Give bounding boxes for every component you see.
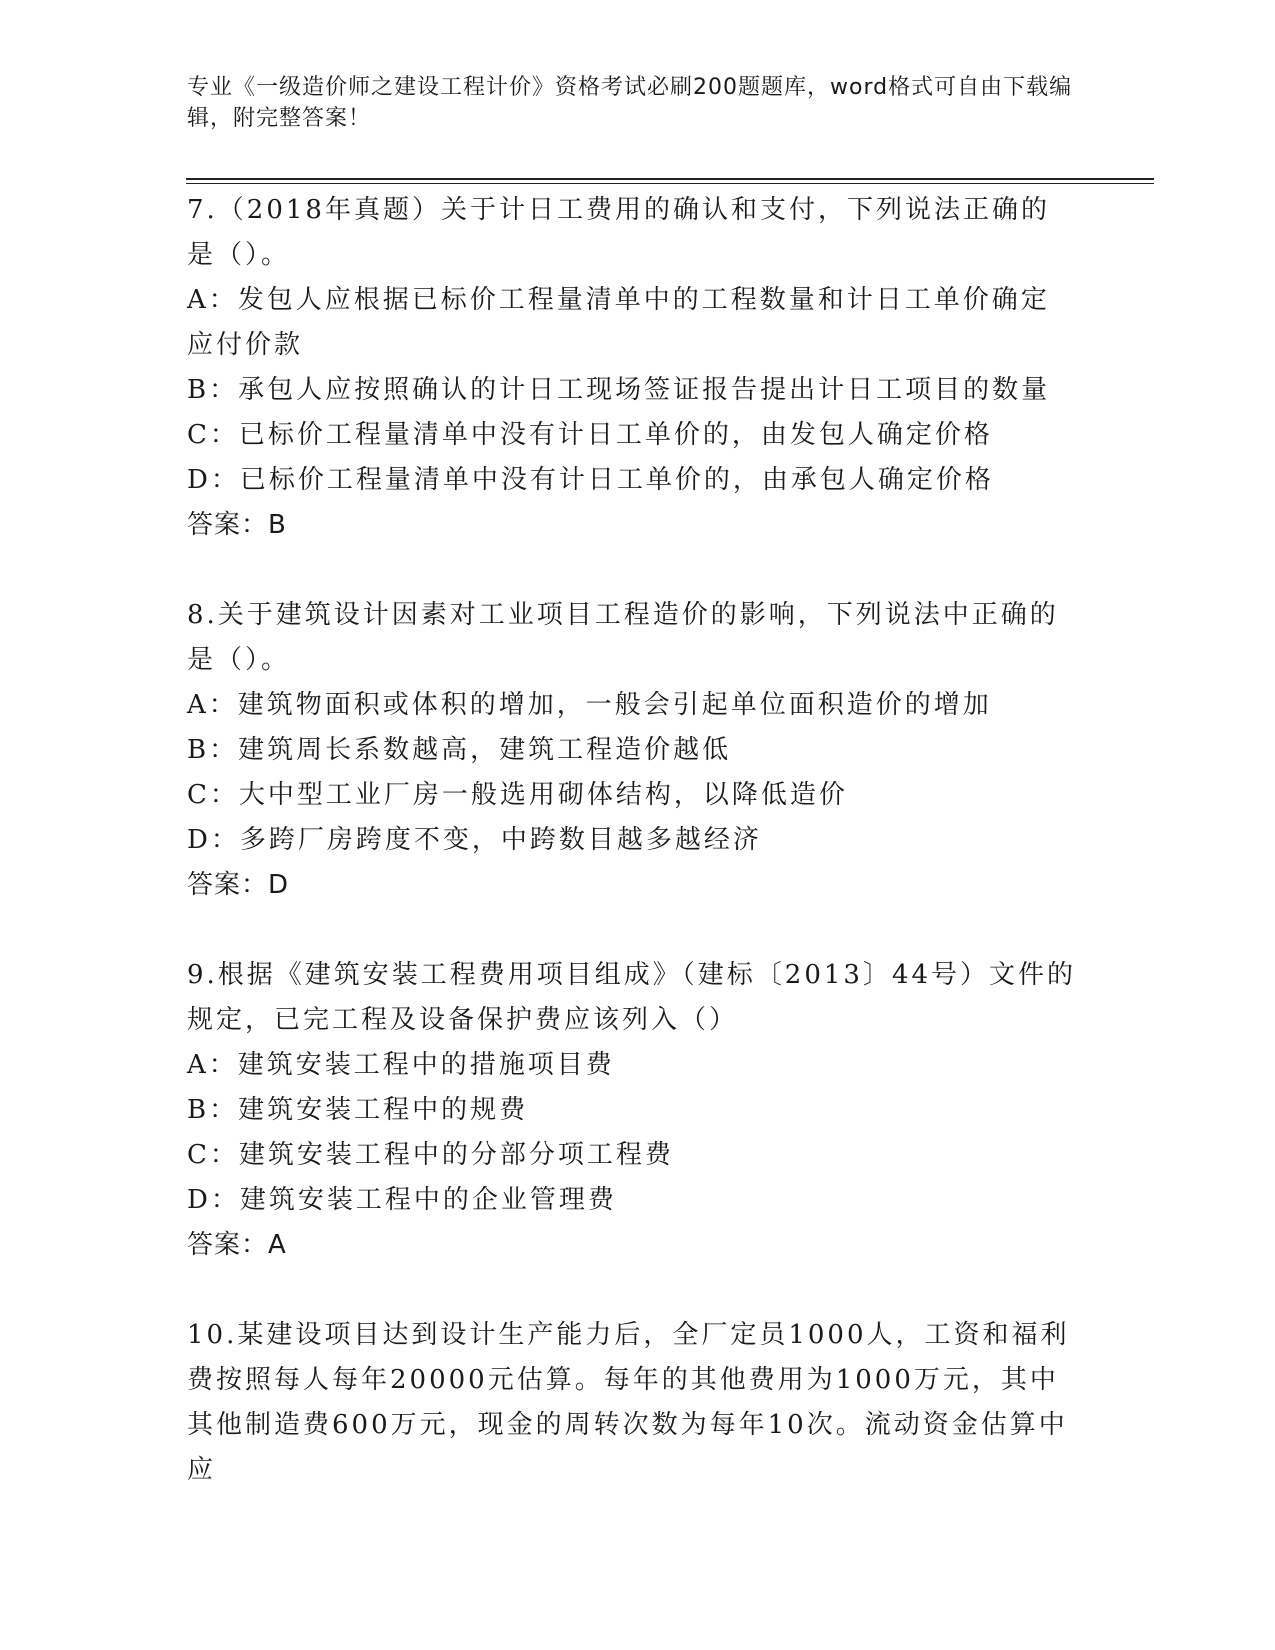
question-stem: 10.某建设项目达到设计生产能力后，全厂定员1000人，工资和福利费按照每人每年20000元估算。每年的其他费用为1000万元，其中其他制造费600万元，现金的周转次数为每年10次。流动资金估算中应 (187, 1320, 1070, 1485)
question-9 (187, 953, 1077, 1268)
header-divider-thick (186, 178, 1154, 180)
answer-value: B (268, 510, 287, 540)
question-10 (187, 1313, 1077, 1493)
question-stem: 9.根据《建筑安装工程费用项目组成》（建标〔2013〕44号）文件的规定，已完工程及设备保护费应该列入（） (187, 960, 1077, 1035)
option-c: C：大中型工业厂房一般选用砌体结构，以降低造价 (187, 780, 848, 810)
option-b: B：承包人应按照确认的计日工现场签证报告提出计日工项目的数量 (187, 375, 1051, 405)
header-divider-thin (186, 183, 1154, 184)
option-a: A：发包人应根据已标价工程量清单中的工程数量和计日工单价确定应付价款 (187, 285, 1050, 360)
page-header (187, 72, 1087, 134)
option-a: A：建筑安装工程中的措施项目费 (187, 1050, 615, 1080)
answer (187, 863, 1077, 908)
answer-label: 答案： (187, 1230, 269, 1260)
answer-value: A (268, 1230, 287, 1260)
option-c: C：已标价工程量清单中没有计日工单价的，由发包人确定价格 (187, 420, 993, 450)
header-text: 专业《一级造价师之建设工程计价》资格考试必刷200题题库，word格式可自由下载编辑，附完整答案！ (187, 75, 1073, 131)
option-a: A：建筑物面积或体积的增加，一般会引起单位面积造价的增加 (187, 690, 992, 720)
option-d: D：已标价工程量清单中没有计日工单价的，由承包人确定价格 (187, 465, 994, 495)
answer-value: D (268, 870, 290, 900)
answer (187, 1223, 1077, 1268)
option-b: B：建筑周长系数越高，建筑工程造价越低 (187, 735, 732, 765)
option-c: C：建筑安装工程中的分部分项工程费 (187, 1140, 674, 1170)
answer-label: 答案： (187, 870, 269, 900)
question-stem: 7.（2018年真题）关于计日工费用的确认和支付，下列说法正确的是（）。 (187, 195, 1050, 270)
question-stem: 8.关于建筑设计因素对工业项目工程造价的影响，下列说法中正确的是（）。 (187, 600, 1059, 675)
option-d: D：多跨厂房跨度不变，中跨数目越多越经济 (187, 825, 762, 855)
question-list (187, 188, 1077, 1538)
option-b: B：建筑安装工程中的规费 (187, 1095, 529, 1125)
answer-label: 答案： (187, 510, 269, 540)
question-7 (187, 188, 1077, 548)
question-8 (187, 593, 1077, 908)
answer (187, 503, 1077, 548)
option-d: D：建筑安装工程中的企业管理费 (187, 1185, 617, 1215)
